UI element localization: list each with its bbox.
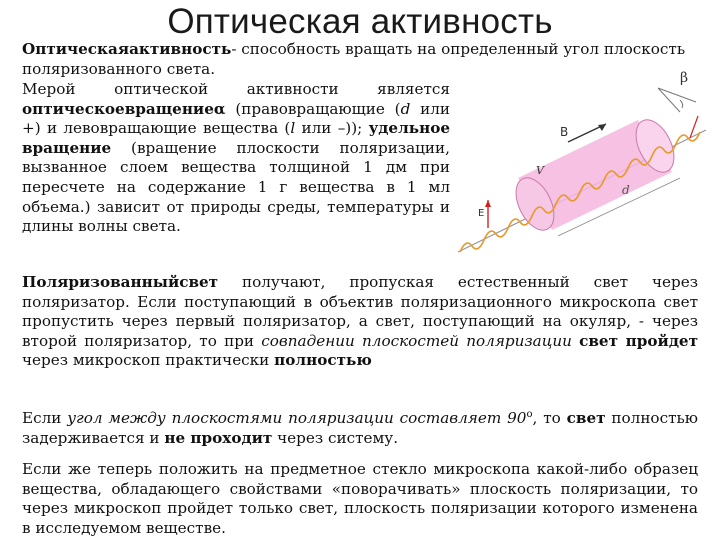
bold-phrase: свет пройдет bbox=[579, 331, 699, 350]
sample-cylinder bbox=[508, 114, 681, 236]
italic-phrase: совпадении плоскостей поляризации bbox=[261, 331, 572, 350]
crossed-polarizers-paragraph bbox=[22, 405, 698, 448]
text-span: через микроскоп практически bbox=[22, 351, 275, 370]
text-span: или +) и левовращающие вещества ( bbox=[22, 99, 450, 138]
e-arrow-head bbox=[485, 200, 491, 207]
text-span: , то bbox=[532, 409, 567, 428]
term-optical-activity: Оптическаяактивность bbox=[22, 40, 232, 58]
e-label: E bbox=[478, 208, 485, 219]
degree-sup: о bbox=[526, 409, 533, 420]
bold-phrase: полностью bbox=[274, 351, 372, 370]
text-span: Мерой оптической активности является bbox=[22, 80, 450, 98]
l-symbol: l bbox=[290, 119, 296, 138]
italic-phrase: угол между плоскостями поляризации составляет 90 bbox=[67, 409, 527, 428]
bold-phrase: свет bbox=[566, 409, 606, 428]
text-span: (правовращающие ( bbox=[225, 99, 401, 118]
page-title: Оптическая активность bbox=[167, 2, 553, 41]
alpha-symbol: α bbox=[213, 99, 226, 118]
d-symbol: d bbox=[400, 99, 411, 118]
measure-paragraph bbox=[22, 80, 450, 237]
term-optical-rotation: оптическоевращение bbox=[22, 99, 214, 118]
sample-paragraph bbox=[22, 460, 698, 538]
polarization-rotation-figure bbox=[458, 60, 708, 275]
b-label: B bbox=[560, 125, 569, 139]
v-label: V bbox=[536, 164, 544, 177]
beta-angle-lines bbox=[658, 88, 696, 112]
beta-arc bbox=[680, 100, 683, 108]
text-span: (вращение плоскости поляризации, вызванное слоем вещества толщиной 1 дм при пересчете на содержание 1 г вещества в 1 мл объема.) зависит от природы среды, температуры и длины волны света. bbox=[22, 138, 450, 236]
d-label: d bbox=[622, 183, 630, 197]
text-span: или –)); bbox=[295, 119, 369, 138]
text-span: полностью задерживается и bbox=[22, 409, 698, 447]
definition-text: - способность вращать на определенный угол плоскость поляризованного света. bbox=[22, 40, 686, 78]
text-span: Если bbox=[22, 409, 68, 428]
bold-phrase: не проходит bbox=[164, 428, 273, 447]
term-specific-rotation: удельное вращение bbox=[22, 119, 451, 157]
text-span: через систему. bbox=[272, 428, 399, 447]
text-span: получают, пропуская естественный свет через поляризатор. Если поступающий в объектив поляризационного микроскопа свет пропустить через первый поляризатор, а свет, поступающий на окуляр, - через второй поляризатор, то при bbox=[22, 273, 698, 350]
text-span: Если же теперь положить на предметное стекло микроскопа какой-либо образец вещества, обладающего свойствами «поворачивать» плоскость поляризации, то через микроскоп пройдет только свет, плоскость поляризации которого изменена в исследуемом веществе. bbox=[22, 460, 698, 537]
beta-label: β bbox=[680, 70, 689, 86]
term-polarized-light: Поляризованныйсвет bbox=[22, 273, 219, 291]
polarized-light-paragraph bbox=[22, 273, 698, 371]
